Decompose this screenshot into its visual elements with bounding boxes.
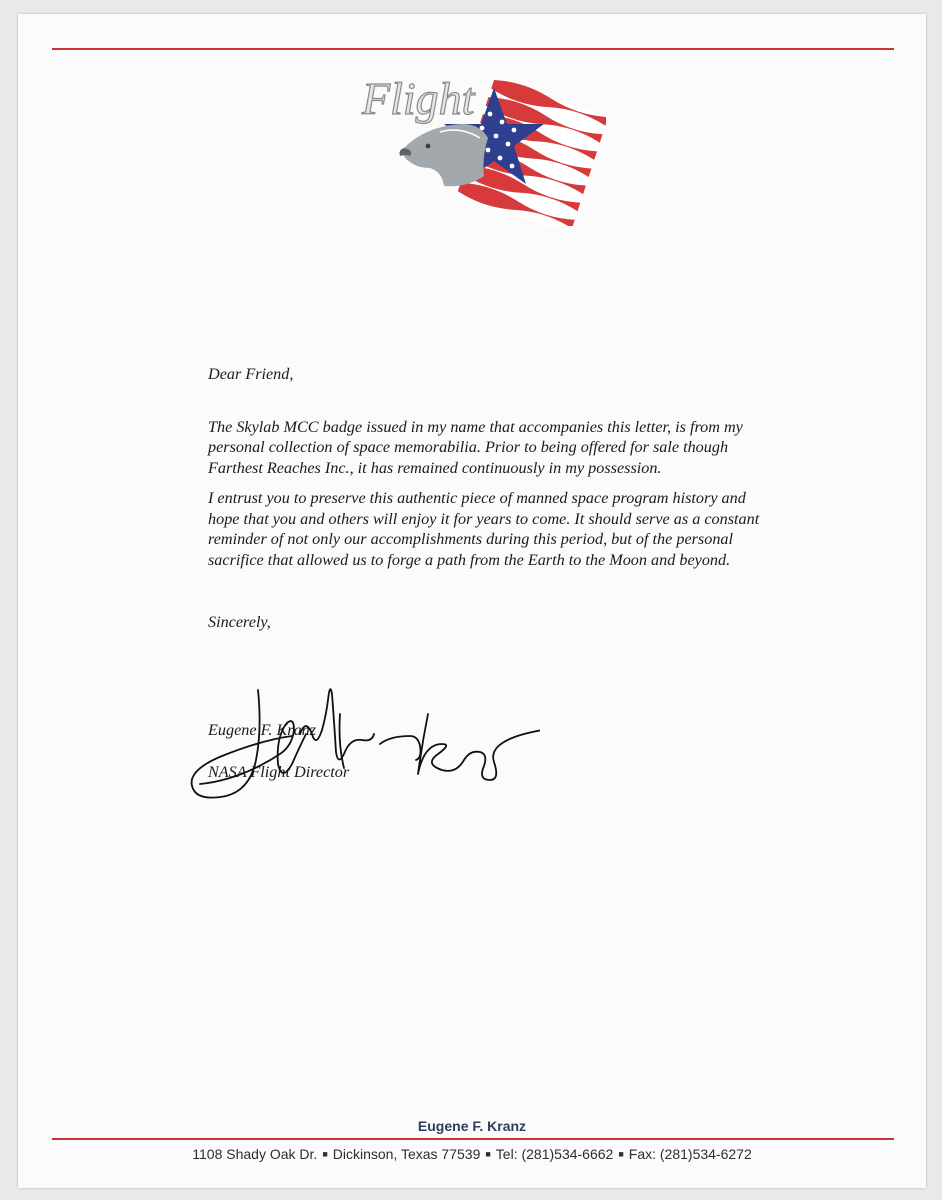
bullet-icon: ■ [485, 1149, 491, 1159]
signer-name: Eugene F. Kranz [208, 720, 317, 739]
footer-tel: Tel: (281)534-6662 [495, 1146, 614, 1162]
footer-rule [52, 1138, 894, 1140]
closing: Sincerely, [208, 613, 271, 631]
signer-title: NASA Flight Director [208, 763, 350, 781]
letter-page [18, 14, 926, 1188]
handwritten-signature [180, 674, 540, 814]
bullet-icon: ■ [618, 1149, 624, 1159]
header-rule [52, 48, 894, 50]
paragraph-1: The Skylab MCC badge issued in my name that accompanies this letter, is from my personal collection of space memorabilia. Prior to being offered for sale though Farthest Reaches Inc., it has remained continuously in my possession. [208, 417, 743, 477]
footer-city: Dickinson, Texas 77539 [332, 1146, 481, 1162]
footer-street: 1108 Shady Oak Dr. [192, 1146, 318, 1162]
flight-logo [344, 66, 606, 226]
eagle-flag-logo-icon [344, 66, 606, 226]
svg-text:Flight: Flight [362, 73, 475, 124]
footer-name: Eugene F. Kranz [417, 1118, 527, 1134]
footer-address [18, 1146, 926, 1162]
bullet-icon: ■ [322, 1149, 328, 1159]
salutation: Dear Friend, [208, 365, 294, 383]
footer-fax: Fax: (281)534-6272 [628, 1146, 752, 1162]
signature-icon [180, 674, 540, 814]
paragraph-2: I entrust you to preserve this authentic piece of manned space program history and hope that you and others will enjoy it for years to come. It should serve as a constant reminder of not only our accomplishments during this period, but of the personal sacrifice that allowed us to forge a path from the Earth to the Moon and beyond. [208, 489, 760, 569]
